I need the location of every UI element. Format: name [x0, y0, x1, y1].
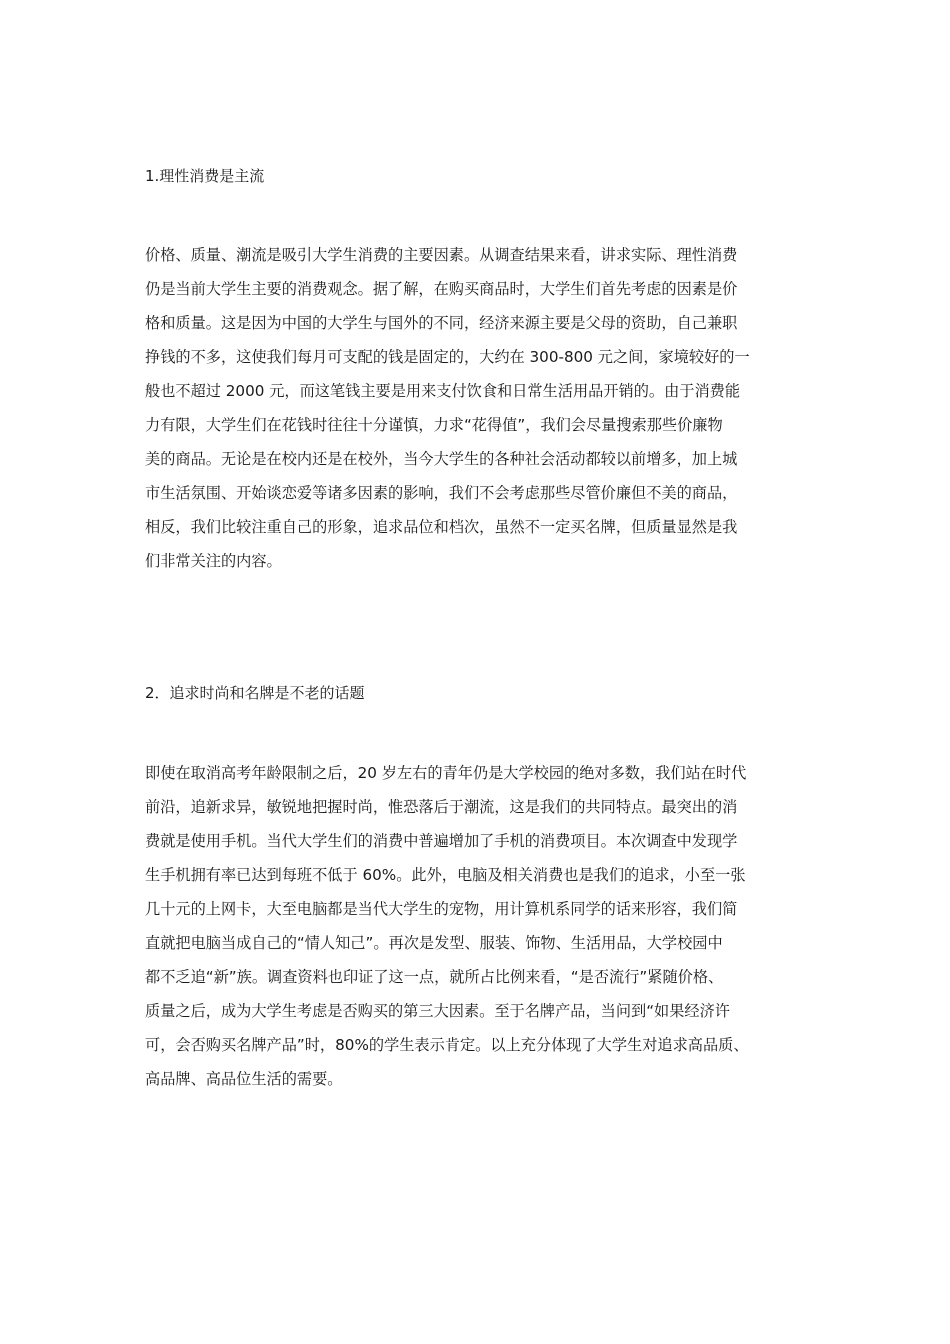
paragraph-line: 直就把电脑当成自己的“情人知己”。再次是发型、服装、饰物、生活用品，大学校园中 — [145, 934, 723, 952]
section-paragraph-2 — [145, 756, 807, 1096]
paragraph-line: 可，会否购买名牌产品”时，80%的学生表示肯定。以上充分体现了大学生对追求高品质、 — [145, 1036, 749, 1054]
section-heading-2: 2．追求时尚和名牌是不老的话题 — [145, 684, 365, 702]
paragraph-line: 高品牌、高品位生活的需要。 — [145, 1070, 343, 1088]
paragraph-line: 质量之后，成为大学生考虑是否购买的第三大因素。至于名牌产品，当问到“如果经济许 — [145, 1002, 730, 1020]
paragraph-line: 价格、质量、潮流是吸引大学生消费的主要因素。从调查结果来看，讲求实际、理性消费 — [145, 246, 738, 264]
paragraph-line: 挣钱的不多，这使我们每月可支配的钱是固定的，大约在 300-800 元之间，家境较好的一 — [145, 348, 750, 366]
paragraph-line: 几十元的上网卡，大至电脑都是当代大学生的宠物，用计算机系同学的话来形容，我们简 — [145, 900, 738, 918]
paragraph-line: 力有限，大学生们在花钱时往往十分谨慎，力求“花得值”，我们会尽量搜索那些价廉物 — [145, 416, 723, 434]
paragraph-line: 格和质量。这是因为中国的大学生与国外的不同，经济来源主要是父母的资助，自己兼职 — [145, 314, 738, 332]
paragraph-line: 相反，我们比较注重自己的形象，追求品位和档次，虽然不一定买名牌，但质量显然是我 — [145, 518, 738, 536]
paragraph-line: 即使在取消高考年龄限制之后，20 岁左右的青年仍是大学校园的绝对多数，我们站在时代 — [145, 764, 747, 782]
paragraph-line: 市生活氛围、开始谈恋爱等诸多因素的影响，我们不会考虑那些尽管价廉但不美的商品， — [145, 484, 738, 502]
paragraph-line: 仍是当前大学生主要的消费观念。据了解，在购买商品时，大学生们首先考虑的因素是价 — [145, 280, 738, 298]
paragraph-line: 费就是使用手机。当代大学生们的消费中普遍增加了手机的消费项目。本次调查中发现学 — [145, 832, 738, 850]
section-paragraph-1 — [145, 238, 807, 578]
paragraph-line: 生手机拥有率已达到每班不低于 60%。此外，电脑及相关消费也是我们的追求，小至一张 — [145, 866, 746, 884]
paragraph-line: 美的商品。无论是在校内还是在校外，当今大学生的各种社会活动都较以前增多，加上城 — [145, 450, 738, 468]
paragraph-line: 都不乏追“新”族。调查资料也印证了这一点，就所占比例来看，“是否流行”紧随价格、 — [145, 968, 724, 986]
paragraph-line: 前沿，追新求异，敏锐地把握时尚，惟恐落后于潮流，这是我们的共同特点。最突出的消 — [145, 798, 738, 816]
section-heading-1: 1.理性消费是主流 — [145, 167, 265, 185]
paragraph-line: 们非常关注的内容。 — [145, 552, 282, 570]
paragraph-line: 般也不超过 2000 元，而这笔钱主要是用来支付饮食和日常生活用品开销的。由于消费能 — [145, 382, 741, 400]
